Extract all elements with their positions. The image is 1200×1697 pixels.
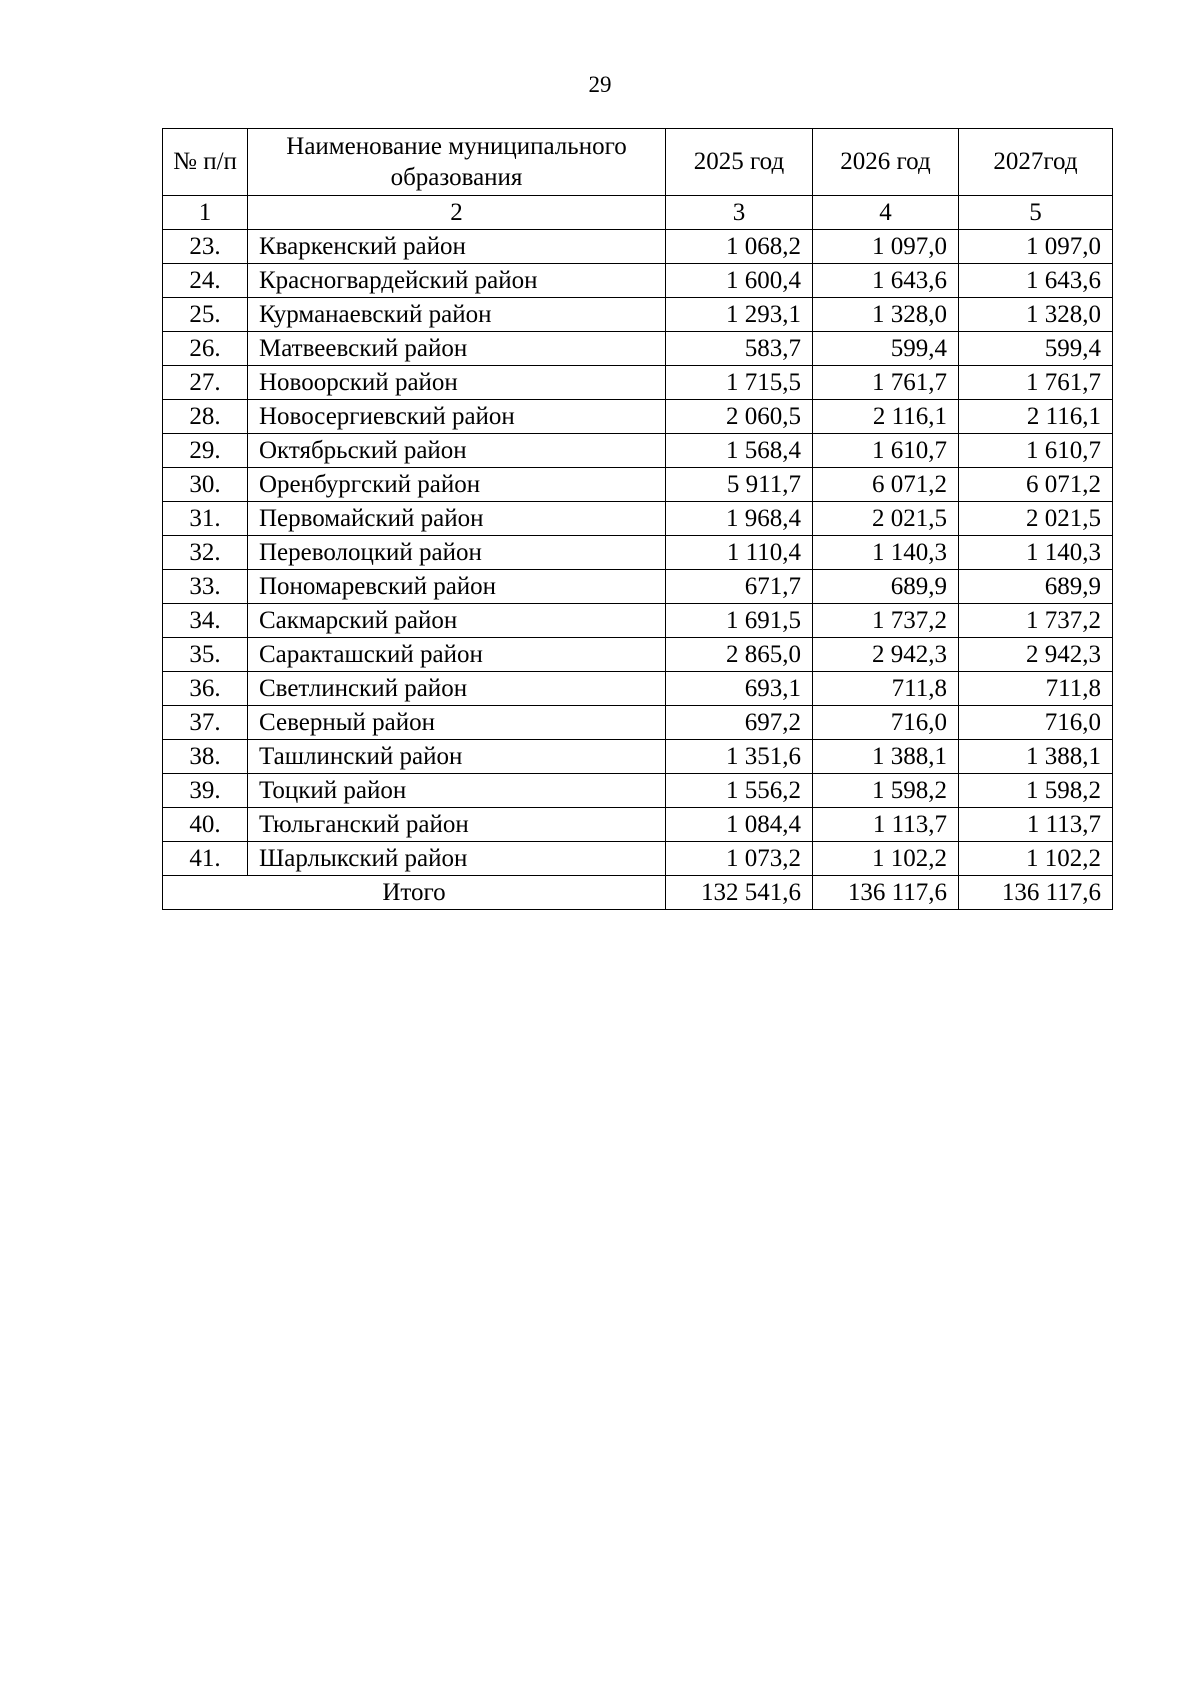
row-number: 34. <box>163 604 248 638</box>
value-2025: 671,7 <box>666 570 813 604</box>
table-row <box>163 264 1113 298</box>
district-name: Матвеевский район <box>248 332 666 366</box>
value-2026: 1 761,7 <box>813 366 959 400</box>
value-2027: 1 140,3 <box>959 536 1113 570</box>
value-2026: 1 388,1 <box>813 740 959 774</box>
value-2027: 1 113,7 <box>959 808 1113 842</box>
table-row <box>163 400 1113 434</box>
column-index: 3 <box>666 196 813 230</box>
value-2026: 1 140,3 <box>813 536 959 570</box>
value-2026: 1 643,6 <box>813 264 959 298</box>
value-2025: 1 351,6 <box>666 740 813 774</box>
column-index: 4 <box>813 196 959 230</box>
column-index: 1 <box>163 196 248 230</box>
district-name: Красногвардейский район <box>248 264 666 298</box>
value-2026: 1 598,2 <box>813 774 959 808</box>
district-name: Новоорский район <box>248 366 666 400</box>
value-2027: 716,0 <box>959 706 1113 740</box>
value-2026: 2 116,1 <box>813 400 959 434</box>
column-index: 5 <box>959 196 1113 230</box>
row-number: 38. <box>163 740 248 774</box>
value-2025: 5 911,7 <box>666 468 813 502</box>
row-number: 32. <box>163 536 248 570</box>
header-name: Наименование муниципального образования <box>248 129 666 196</box>
value-2027: 2 021,5 <box>959 502 1113 536</box>
district-name: Пономаревский район <box>248 570 666 604</box>
row-number: 27. <box>163 366 248 400</box>
row-number: 35. <box>163 638 248 672</box>
value-2027: 6 071,2 <box>959 468 1113 502</box>
value-2025: 697,2 <box>666 706 813 740</box>
table-row <box>163 740 1113 774</box>
value-2025: 1 968,4 <box>666 502 813 536</box>
row-number: 29. <box>163 434 248 468</box>
row-number: 36. <box>163 672 248 706</box>
total-row <box>163 876 1113 910</box>
district-name: Светлинский район <box>248 672 666 706</box>
value-2027: 1 388,1 <box>959 740 1113 774</box>
row-number: 23. <box>163 230 248 264</box>
table-header-row <box>163 129 1113 196</box>
value-2025: 1 110,4 <box>666 536 813 570</box>
value-2026: 1 737,2 <box>813 604 959 638</box>
district-name: Октябрьский район <box>248 434 666 468</box>
table-row <box>163 672 1113 706</box>
row-number: 37. <box>163 706 248 740</box>
value-2025: 1 568,4 <box>666 434 813 468</box>
district-name: Новосергиевский район <box>248 400 666 434</box>
value-2025: 693,1 <box>666 672 813 706</box>
total-label: Итого <box>163 876 666 910</box>
value-2027: 1 102,2 <box>959 842 1113 876</box>
value-2027: 1 097,0 <box>959 230 1113 264</box>
header-number: № п/п <box>163 129 248 196</box>
header-2025: 2025 год <box>666 129 813 196</box>
value-2025: 1 556,2 <box>666 774 813 808</box>
district-name: Северный район <box>248 706 666 740</box>
value-2026: 599,4 <box>813 332 959 366</box>
table-row <box>163 842 1113 876</box>
value-2025: 1 084,4 <box>666 808 813 842</box>
table-row <box>163 536 1113 570</box>
district-name: Переволоцкий район <box>248 536 666 570</box>
value-2026: 1 113,7 <box>813 808 959 842</box>
value-2026: 2 021,5 <box>813 502 959 536</box>
table-row <box>163 808 1113 842</box>
budget-table <box>162 128 1113 910</box>
value-2025: 2 865,0 <box>666 638 813 672</box>
district-name: Шарлыкский район <box>248 842 666 876</box>
value-2027: 1 737,2 <box>959 604 1113 638</box>
value-2027: 1 610,7 <box>959 434 1113 468</box>
column-index: 2 <box>248 196 666 230</box>
row-number: 39. <box>163 774 248 808</box>
total-2027: 136 117,6 <box>959 876 1113 910</box>
row-number: 30. <box>163 468 248 502</box>
table-row <box>163 502 1113 536</box>
value-2027: 1 643,6 <box>959 264 1113 298</box>
value-2027: 1 328,0 <box>959 298 1113 332</box>
table-row <box>163 366 1113 400</box>
value-2027: 711,8 <box>959 672 1113 706</box>
district-name: Ташлинский район <box>248 740 666 774</box>
value-2025: 1 600,4 <box>666 264 813 298</box>
district-name: Курманаевский район <box>248 298 666 332</box>
value-2026: 2 942,3 <box>813 638 959 672</box>
district-name: Оренбургский район <box>248 468 666 502</box>
value-2026: 689,9 <box>813 570 959 604</box>
value-2025: 583,7 <box>666 332 813 366</box>
page-number: 29 <box>588 72 612 97</box>
table-row <box>163 570 1113 604</box>
district-name: Первомайский район <box>248 502 666 536</box>
value-2027: 2 942,3 <box>959 638 1113 672</box>
value-2025: 1 073,2 <box>666 842 813 876</box>
value-2027: 1 761,7 <box>959 366 1113 400</box>
row-number: 28. <box>163 400 248 434</box>
row-number: 25. <box>163 298 248 332</box>
table-row <box>163 604 1113 638</box>
value-2025: 1 068,2 <box>666 230 813 264</box>
value-2027: 599,4 <box>959 332 1113 366</box>
table-row <box>163 468 1113 502</box>
table-row <box>163 706 1113 740</box>
value-2027: 689,9 <box>959 570 1113 604</box>
value-2026: 711,8 <box>813 672 959 706</box>
district-name: Саракташский район <box>248 638 666 672</box>
total-2026: 136 117,6 <box>813 876 959 910</box>
value-2027: 1 598,2 <box>959 774 1113 808</box>
value-2025: 2 060,5 <box>666 400 813 434</box>
value-2025: 1 691,5 <box>666 604 813 638</box>
row-number: 26. <box>163 332 248 366</box>
table-row <box>163 298 1113 332</box>
district-name: Тоцкий район <box>248 774 666 808</box>
row-number: 31. <box>163 502 248 536</box>
value-2025: 1 715,5 <box>666 366 813 400</box>
table-row <box>163 230 1113 264</box>
row-number: 41. <box>163 842 248 876</box>
value-2026: 6 071,2 <box>813 468 959 502</box>
value-2026: 716,0 <box>813 706 959 740</box>
district-name: Тюльганский район <box>248 808 666 842</box>
table-row <box>163 434 1113 468</box>
value-2026: 1 328,0 <box>813 298 959 332</box>
value-2027: 2 116,1 <box>959 400 1113 434</box>
district-name: Сакмарский район <box>248 604 666 638</box>
total-2025: 132 541,6 <box>666 876 813 910</box>
value-2025: 1 293,1 <box>666 298 813 332</box>
table-row <box>163 774 1113 808</box>
value-2026: 1 610,7 <box>813 434 959 468</box>
value-2026: 1 102,2 <box>813 842 959 876</box>
district-name: Кваркенский район <box>248 230 666 264</box>
row-number: 40. <box>163 808 248 842</box>
table-row <box>163 638 1113 672</box>
header-2027: 2027год <box>959 129 1113 196</box>
header-2026: 2026 год <box>813 129 959 196</box>
row-number: 24. <box>163 264 248 298</box>
column-index-row <box>163 196 1113 230</box>
value-2026: 1 097,0 <box>813 230 959 264</box>
row-number: 33. <box>163 570 248 604</box>
table-row <box>163 332 1113 366</box>
